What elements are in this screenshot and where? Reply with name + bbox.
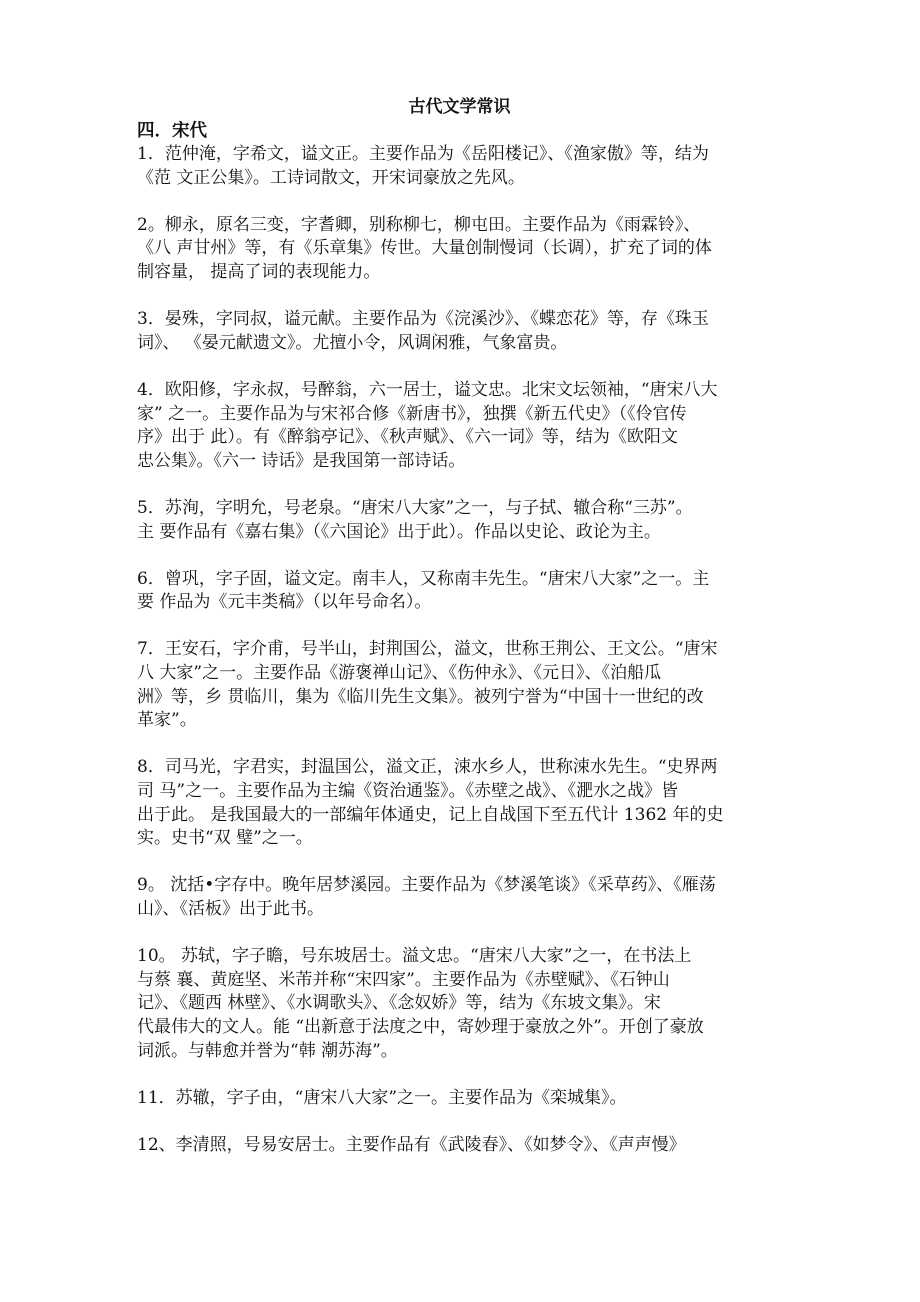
- paragraph-line: 《八 声甘州》等，有《乐章集》传世。大量创制慢词（长调），扩充了词的体: [137, 238, 712, 259]
- paragraph-line: 12、李清照，号易安居士。主要作品有《武陵春》、《如梦令》、《声声慢》: [137, 1134, 686, 1155]
- paragraph-line: 4．欧阳修，字永叔，号醉翁，六一居士，谥文忠。北宋文坛领袖，“唐宋八大: [137, 379, 718, 400]
- document-title: 古代文学常识: [408, 97, 511, 117]
- paragraph-line: 洲》等，乡 贯临川，集为《临川先生文集》。被列宁誉为“中国十一世纪的改: [137, 686, 704, 707]
- paragraph-entry: [137, 143, 782, 190]
- paragraph-line: 山》、《活板》出于此书。: [137, 899, 324, 919]
- paragraph-line: 11．苏辙，字子由，“唐宋八大家”之一。主要作品为《栾城集》。: [137, 1087, 627, 1108]
- paragraph-entry: [137, 945, 782, 1063]
- paragraph-line: 主 要作品有《嘉右集》（《六国论》出于此）。作品以史论、政论为主。: [137, 521, 661, 542]
- paragraph-list: [137, 143, 782, 1158]
- paragraph-line: 8．司马光，字君实，封温国公，溢文正，涑水乡人，世称涑水先生。“史界两: [137, 757, 718, 778]
- paragraph-line: 词》、 《晏元献遗文》。尤擅小令，风调闲雅，气象富贵。: [137, 332, 568, 353]
- document-page: [137, 95, 782, 1181]
- paragraph-line: 家” 之一。主要作品为与宋祁合修《新唐书》，独撰《新五代史》（《伶官传: [137, 403, 687, 424]
- paragraph-line: 序》出于 此）。有《醉翁亭记》、《秋声赋》、《六一词》等，结为《欧阳文: [137, 427, 678, 448]
- paragraph-entry: [137, 497, 782, 544]
- paragraph-entry: [137, 1087, 782, 1111]
- paragraph-entry: [137, 638, 782, 732]
- paragraph-line: 代最伟大的文人。能 “出新意于法度之中，寄妙理于豪放之外”。开创了豪放: [137, 1016, 704, 1037]
- paragraph-line: 八 大家”之一。主要作品《游褒禅山记》、《伤仲永》、《元日》、《泊船瓜: [137, 663, 662, 684]
- paragraph-line: 记》、《题西 林壁》、《水调歌头》、《念奴娇》等，结为《东坡文集》。宋: [137, 993, 661, 1014]
- paragraph-line: 词派。与韩愈并誉为“韩 潮苏海”。: [137, 1040, 398, 1061]
- paragraph-line: 革家”。: [137, 710, 197, 731]
- paragraph-line: 《范 文正公集》。工诗词散文，开宋词豪放之先风。: [137, 167, 525, 188]
- paragraph-line: 7．王安石，字介甫，号半山，封荆国公，溢文，世称王荆公、王文公。“唐宋: [137, 639, 718, 660]
- paragraph-entry: [137, 874, 782, 921]
- paragraph-entry: [137, 308, 782, 355]
- paragraph-line: 制容量， 提高了词的表现能力。: [137, 261, 381, 282]
- paragraph-line: 与蔡 襄、黄庭坚、米芾并称“宋四家”。主要作品为《赤壁赋》、《石钟山: [137, 969, 670, 990]
- paragraph-line: 3．晏殊，字同叔，谥元献。主要作品为《浣溪沙》、《蝶恋花》等，存《珠玉: [137, 309, 709, 330]
- paragraph-line: 1．范仲淹，字希文，谥文正。主要作品为《岳阳楼记》、《渔家傲》等，结为: [137, 144, 709, 164]
- paragraph-entry: [137, 756, 782, 850]
- paragraph-entry: [137, 568, 782, 615]
- paragraph-line: 9。 沈括•字存中。晚年居梦溪园。主要作品为《梦溪笔谈》《采草药》、《雁荡: [137, 875, 716, 896]
- paragraph-line: 10。 苏轼，字子瞻，号东坡居士。溢文忠。“唐宋八大家”之一，在书法上: [137, 946, 692, 967]
- paragraph-entry: [137, 379, 782, 473]
- paragraph-entry: [137, 1134, 782, 1158]
- paragraph-line: 出于此。 是我国最大的一部编年体通史，记上自战国下至五代计 1362 年的史: [137, 804, 724, 825]
- paragraph-line: 要 作品为《元丰类稿》（以年号命名）。: [137, 592, 432, 613]
- paragraph-line: 5．苏洵，字明允，号老泉。“唐宋八大家”之一，与子拭、辙合称“三苏”。: [137, 497, 693, 518]
- paragraph-line: 司 马”之一。主要作品为主编《资治通鉴》。《赤壁之战》、《淝水之战》皆: [137, 781, 679, 802]
- paragraph-line: 2。柳永，原名三变，字耆卿，别称柳七，柳屯田。主要作品为《雨霖铃》、: [137, 214, 701, 235]
- paragraph-line: 忠公集》。《六一 诗话》是我国第一部诗话。: [137, 450, 466, 471]
- paragraph-line: 实。史书“双 璧”之一。: [137, 828, 313, 849]
- section-heading: 四．宋代: [137, 121, 207, 141]
- paragraph-line: 6．曾巩，字子固，谥文定。南丰人，又称南丰先生。“唐宋八大家”之一。主: [137, 568, 710, 589]
- paragraph-entry: [137, 214, 782, 285]
